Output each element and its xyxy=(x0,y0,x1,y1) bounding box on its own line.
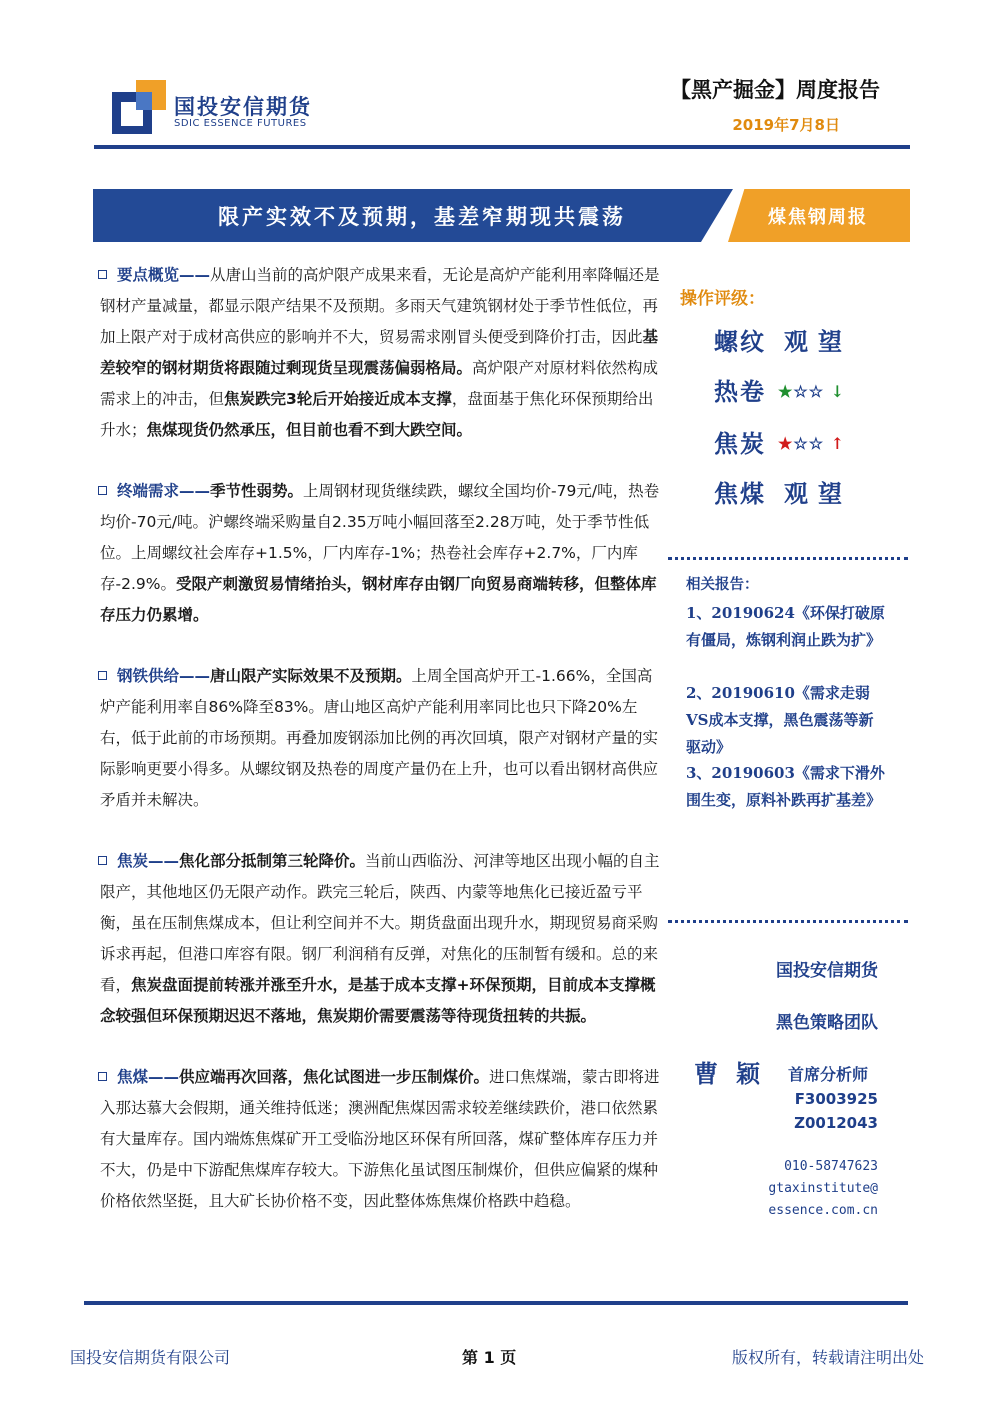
section-coke xyxy=(100,846,660,1032)
square-bullet-icon xyxy=(98,671,107,680)
section-text: 进口焦煤端，蒙古即将进入那达慕大会假期，通关维持低迷；澳洲配焦煤因需求较差继续跌价，港口依然累有大量库存。国内端炼焦煤矿开工受临汾地区环保有所回落，煤矿整体库存压力并不大，仍是中下游配焦煤库存较大。下游焦化虽试图压制煤价，但供应偏紧的煤种价格依然坚挺，且大矿长协价格不变，因此整体炼焦煤价格跌中趋稳。 xyxy=(100,1068,660,1210)
report-title: 【黑产掘金】周度报告 xyxy=(670,78,880,102)
related-reports-title: 相关报告： xyxy=(686,576,759,593)
analyst-name: 曹颖 xyxy=(694,1059,778,1088)
star-icon-empty: ☆☆ xyxy=(793,434,825,453)
team-name: 黑色策略团队 xyxy=(776,1013,878,1033)
footer-company: 国投安信期货有限公司 xyxy=(70,1348,231,1367)
rating-name: 螺纹 xyxy=(714,327,766,356)
section-text: 高炉限产对原材料依然构成需求上的冲击，但 xyxy=(100,359,659,408)
contact-phone: 010-58747623 xyxy=(784,1159,878,1174)
company-logo xyxy=(112,80,166,134)
footer-copyright: 版权所有，转载请注明出处 xyxy=(731,1348,924,1367)
sidebar-divider-top xyxy=(668,557,908,560)
section-coking-coal xyxy=(100,1062,660,1217)
rating-name: 焦炭 xyxy=(714,429,766,458)
footer-divider xyxy=(84,1301,908,1305)
rating-row-coke xyxy=(714,424,845,459)
header-divider xyxy=(94,145,910,149)
star-icon-filled: ★ xyxy=(778,434,794,453)
license-number: F3003925 xyxy=(794,1090,878,1108)
section-lead: 终端需求—— xyxy=(117,482,211,500)
license-number: Z0012043 xyxy=(794,1114,878,1132)
section-lead: 焦煤—— xyxy=(117,1068,180,1086)
section-text-bold: 供应端再次回落，焦化试图进一步压制煤价。 xyxy=(179,1068,490,1086)
section-overview xyxy=(100,260,660,446)
contact-email[interactable]: gtaxinstitute@ xyxy=(768,1181,878,1196)
related-report-link[interactable]: 1、20190624《环保打破原有僵局，炼钢利润止跌为扩》 xyxy=(686,604,885,649)
arrow-up-icon: ↑ xyxy=(830,434,846,453)
rating-stars xyxy=(778,434,845,453)
section-text: 从唐山当前的高炉限产成果来看，无论是高炉产能利用率降幅还是钢材产量减量，都显示限产结果不及预期。多雨天气建筑钢材处于季节性低位，再加上限产对于成材高供应的影响并不大，贸易需求刚冒头便受到降价打击，因此 xyxy=(100,266,660,346)
related-report-link[interactable]: 2、20190610《需求走弱VS成本支撑，黑色震荡等新驱动》 xyxy=(686,684,874,756)
rating-value: 观望 xyxy=(784,479,852,508)
rating-name: 焦煤 xyxy=(714,479,766,508)
contact-email[interactable]: essence.com.cn xyxy=(768,1203,878,1218)
analyst-title: 首席分析师 xyxy=(788,1065,869,1084)
section-supply xyxy=(100,661,660,816)
rating-row-coking-coal xyxy=(714,474,852,509)
section-text: ，盘面基于焦化环保预期给出升水； xyxy=(100,390,654,439)
section-text: 上周钢材现货继续跌，螺纹全国均价-79元/吨，热卷均价-70元/吨。沪螺终端采购量自2.35万吨小幅回落至2.28万吨，处于季节性低位。上周螺纹社会库存+1.5%，厂内库存-1%；热卷社会库存+2.7%，厂内库存-2.9%。 xyxy=(100,482,660,593)
page-number: 第 1 页 xyxy=(462,1348,517,1367)
rating-name: 热卷 xyxy=(714,377,766,406)
section-lead: 要点概览—— xyxy=(117,266,211,284)
arrow-down-icon: ↓ xyxy=(830,382,846,401)
section-text-bold: 唐山限产实际效果不及预期。 xyxy=(210,667,412,685)
section-lead: 钢铁供给—— xyxy=(117,667,211,685)
section-text-bold: 基差较窄的钢材期货将跟随过剩现货呈现震荡偏弱格局。 xyxy=(100,328,659,377)
logo-text-en: SDIC ESSENCE FUTURES xyxy=(174,118,307,129)
related-report-link[interactable]: 3、20190603《需求下滑外围生变，原料补跌再扩基差》 xyxy=(686,764,885,809)
rating-row-hrc xyxy=(714,372,845,407)
rating-title: 操作评级： xyxy=(680,289,765,309)
square-bullet-icon xyxy=(98,486,107,495)
section-text: 上周全国高炉开工-1.66%，全国高炉产能利用率自86%降至83%。唐山地区高炉产能利用率同比也只下降20%左右，低于此前的市场预期。再叠加废钢添加比例的再次回填，限产对钢材产量的实际影响更要小得多。从螺纹钢及热卷的周度产量仍在上升，也可以看出钢材高供应矛盾并未解决。 xyxy=(100,667,659,809)
rating-value: 观望 xyxy=(784,327,852,356)
star-icon-filled: ★ xyxy=(778,382,794,401)
square-bullet-icon xyxy=(98,1072,107,1081)
square-bullet-icon xyxy=(98,270,107,279)
headline-text: 限产实效不及预期，基差窄期现共震荡 xyxy=(218,204,626,229)
star-icon-empty: ☆☆ xyxy=(793,382,825,401)
section-text-bold: 受限产刺激贸易情绪抬头，钢材库存由钢厂向贸易商端转移，但整体库存压力仍累增。 xyxy=(100,575,657,624)
square-bullet-icon xyxy=(98,856,107,865)
section-text-bold: 季节性弱势。 xyxy=(210,482,304,500)
section-text-bold: 焦煤现货仍然承压，但目前也看不到大跌空间。 xyxy=(146,421,473,439)
rating-stars xyxy=(778,382,845,401)
section-text: 当前山西临汾、河津等地区出现小幅的自主限产，其他地区仍无限产动作。跌完三轮后，陕西、内蒙等地焦化已接近盈亏平衡，虽在压制焦煤成本，但让利空间并不大。期货盘面出现升水，期现贸易商采购诉求再起，但港口库容有限。钢厂利润稍有反弹，对焦化的压制暂有缓和。总的来看， xyxy=(100,852,660,994)
logo-text-cn: 国投安信期货 xyxy=(174,95,312,119)
sidebar-divider-bottom xyxy=(668,920,908,923)
team-company: 国投安信期货 xyxy=(776,961,878,981)
rating-row-rebar xyxy=(714,322,852,357)
section-lead: 焦炭—— xyxy=(117,852,180,870)
section-demand xyxy=(100,476,660,631)
report-date: 2019年7月8日 xyxy=(732,116,840,134)
section-text-bold: 焦炭盘面提前转涨并涨至升水，是基于成本支撑+环保预期，目前成本支撑概念较强但环保预期迟迟不落地，焦炭期价需要震荡等待现货扭转的共振。 xyxy=(100,976,656,1025)
category-tag-text: 煤焦钢周报 xyxy=(768,207,868,228)
section-text-bold: 焦炭跌完3轮后开始接近成本支撑 xyxy=(224,390,452,408)
main-column xyxy=(100,260,660,1247)
section-text-bold: 焦化部分抵制第三轮降价。 xyxy=(179,852,366,870)
